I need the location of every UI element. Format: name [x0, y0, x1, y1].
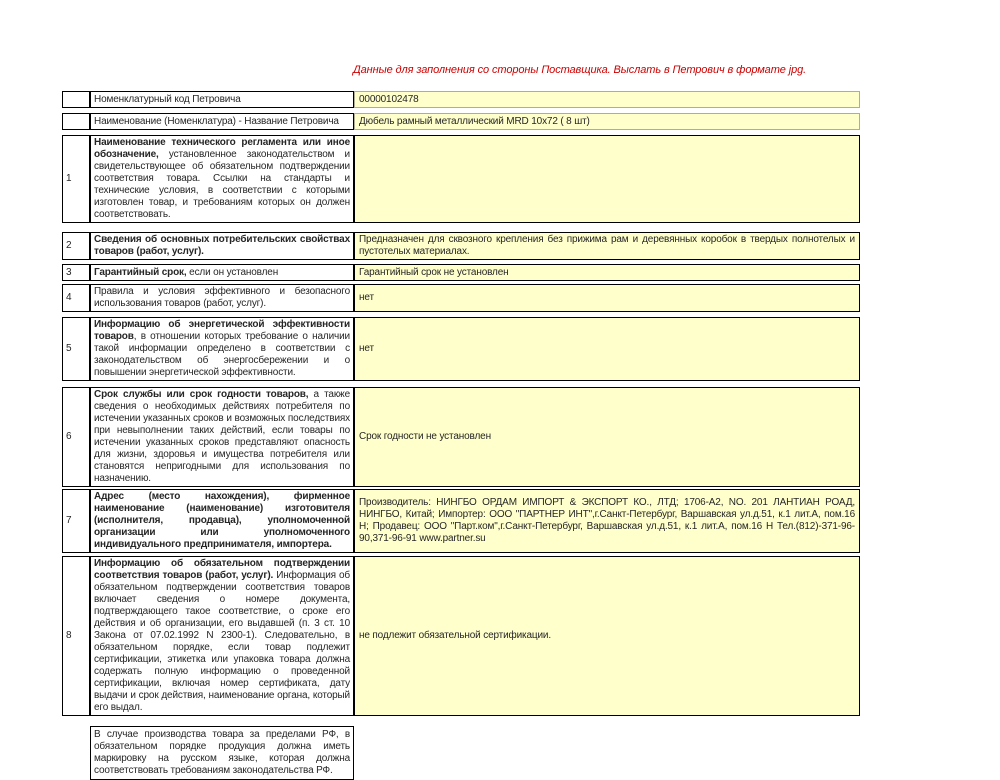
row-number-cell — [62, 113, 90, 130]
row-label-bold: Адрес (место нахождения), фирменное наименование (наименование) изготовителя (исполнителя, продавца), уполномоченной организации или уполномоченного индивидуального предпринимателя, импортера. — [94, 491, 350, 550]
row-label-cell — [90, 135, 354, 223]
row-value-text: не подлежит обязательной сертификации. — [359, 630, 551, 641]
row-number-cell: 8 — [62, 556, 90, 716]
row-value-text: нет — [359, 343, 374, 354]
row-label-bold: Информацию об обязательном подтверждении соответствия товаров (работ, услуг). — [94, 558, 350, 581]
row-number-cell — [62, 91, 90, 108]
row-label-bold: Срок службы или срок годности товаров, — [94, 389, 309, 400]
row-label-cell — [90, 556, 354, 716]
row-label-rest: установленное законодательством и свидетельствующее об обязательном подтверждении соответствия товара. Ссылки на стандарты и технические условия, в соответствии с которыми изготовлен товар, и требованиям которых он должен соответствовать. — [94, 149, 350, 220]
row-label-text — [94, 319, 350, 379]
row-label-rest: если он установлен — [186, 266, 279, 278]
row-label-rest: Правила и условия эффективного и безопасного использования товаров (работ, услуг). — [94, 286, 350, 309]
row-value-cell[interactable] — [354, 113, 860, 130]
row-label-bold: Гарантийный срок, — [94, 266, 187, 278]
table-row-4-safe-usage-rules — [62, 284, 860, 312]
row-value-text: Срок годности не установлен — [359, 431, 491, 442]
table-row-product-name — [62, 113, 860, 130]
row-value-cell[interactable] — [354, 91, 860, 108]
table-row-8-certification — [62, 556, 860, 716]
row-label-text — [94, 267, 350, 279]
row-number-cell: 1 — [62, 135, 90, 223]
row-number-cell: 6 — [62, 387, 90, 487]
row-number-cell: 4 — [62, 284, 90, 312]
row-value-cell[interactable] — [354, 556, 860, 716]
table-row-5-energy-efficiency — [62, 317, 860, 381]
row-label-text — [94, 116, 350, 128]
row-label-bold: Сведения об основных потребительских свойствах товаров (работ, услуг). — [94, 234, 350, 257]
row-label-cell — [90, 232, 354, 260]
row-value-cell[interactable] — [354, 489, 860, 553]
row-label-rest: а также сведения о необходимых действиях потребителя по истечении указанных сроков и возможных последствиях при невыполнении таких действий, если товары по истечении указанных сроков представляют опасность для жизни, здоровья и имущества потребителя или становятся непригодными для использования по назначению. — [94, 389, 350, 484]
row-value-text: 00000102478 — [359, 93, 419, 105]
row-label-cell — [90, 317, 354, 381]
row-label-bold: Наименование технического регламента или иное обозначение, — [94, 137, 350, 160]
row-label-cell — [90, 264, 354, 281]
row-number-cell: 7 — [62, 489, 90, 553]
row-label-bold: Информацию об энергетической эффективности товаров — [94, 319, 350, 342]
supplier-fill-note: Данные для заполнения со стороны Поставщика. Выслать в Петрович в формате jpg. — [353, 64, 807, 76]
footer-note-text: В случае производства товара за пределами РФ, в обязательном порядке продукция должна иметь маркировку на русском языке, которая должна соответствовать требованиям законодательства РФ. — [94, 729, 350, 776]
footer-note-row — [90, 726, 860, 780]
row-label-rest: , в отношении которых требование о наличии такой информации определено в соответствии с законодательством об энергосбережении и о повышении энергетической эффективности. — [94, 331, 350, 378]
row-value-text: Гарантийный срок не установлен — [359, 266, 509, 278]
row-value-cell[interactable] — [354, 135, 860, 223]
row-value-cell[interactable] — [354, 232, 860, 260]
table-row-7-manufacturer-address — [62, 489, 860, 553]
row-label-cell — [90, 387, 354, 487]
row-label-text — [94, 491, 350, 551]
row-value-text: Дюбель рамный металлический MRD 10x72 ( 8 шт) — [359, 115, 590, 127]
table-row-6-service-life — [62, 387, 860, 487]
row-value-text: Предназначен для сквозного крепления без прижима рам и деревянных коробок в твердых полнотелых и пустотелых материалах. — [359, 234, 855, 257]
row-label-cell — [90, 91, 354, 108]
table-row-3-warranty — [62, 264, 860, 281]
row-label-rest: Информация об обязательном подтверждении соответствия товаров включает сведения о номере документа, подтверждающего такое соответствие, о сроке его действия и об организации, его выдавшей (п. 3 ст. 10 Закона от 07.02.1992 N 2300-1). Следовательно, в обязательном порядке, если товар подлежит сертификации, этикетка или упаковка товара должна содержать полную информацию о проведенной сертификации, включая номер сертификата, дату выдачи и срок действия, наименование органа, который его выдал. — [94, 570, 350, 713]
table-row-1-tech-regulation — [62, 135, 860, 223]
row-value-cell[interactable] — [354, 284, 860, 312]
row-label-text — [94, 137, 350, 221]
row-value-text: Производитель: НИНГБО ОРДАМ ИМПОРТ & ЭКСПОРТ КО., ЛТД; 1706-А2, NO. 201 ЛАНТИАН РОАД, НИНГБО, Китай; Импортер: ООО "ПАРТНЕР ИНТ",г.Санкт-Петербург, Варшавская ул.д.51, к.1 лит.А, пом.16 Н; Продавец: ООО "Парт.ком",г.Санкт-Петербург, Варшавская ул.д.51, к.1 лит.А, пом.16 Н Тел.(812)-371-96-90,371-96-91 www.partner.su — [359, 497, 855, 544]
row-value-cell[interactable] — [354, 387, 860, 487]
row-number-cell: 5 — [62, 317, 90, 381]
row-value-cell[interactable] — [354, 317, 860, 381]
row-label-text — [94, 286, 350, 310]
row-value-cell[interactable] — [354, 264, 860, 281]
row-number-cell: 2 — [62, 232, 90, 260]
row-label-text — [94, 389, 350, 485]
product-info-table — [62, 91, 860, 780]
row-label-rest: Наименование (Номенклатура) - Название Петровича — [94, 115, 339, 127]
row-label-cell — [90, 489, 354, 553]
row-label-rest: Номенклатурный код Петровича — [94, 93, 241, 105]
table-row-nomenclature-code — [62, 91, 860, 108]
row-label-text — [94, 94, 350, 106]
row-number-cell: 3 — [62, 264, 90, 281]
row-label-cell — [90, 284, 354, 312]
marking-requirement-note — [90, 726, 354, 780]
table-row-2-consumer-properties — [62, 232, 860, 260]
row-value-text: нет — [359, 292, 374, 303]
row-label-cell — [90, 113, 354, 130]
row-label-text — [94, 234, 350, 258]
row-label-text — [94, 558, 350, 714]
